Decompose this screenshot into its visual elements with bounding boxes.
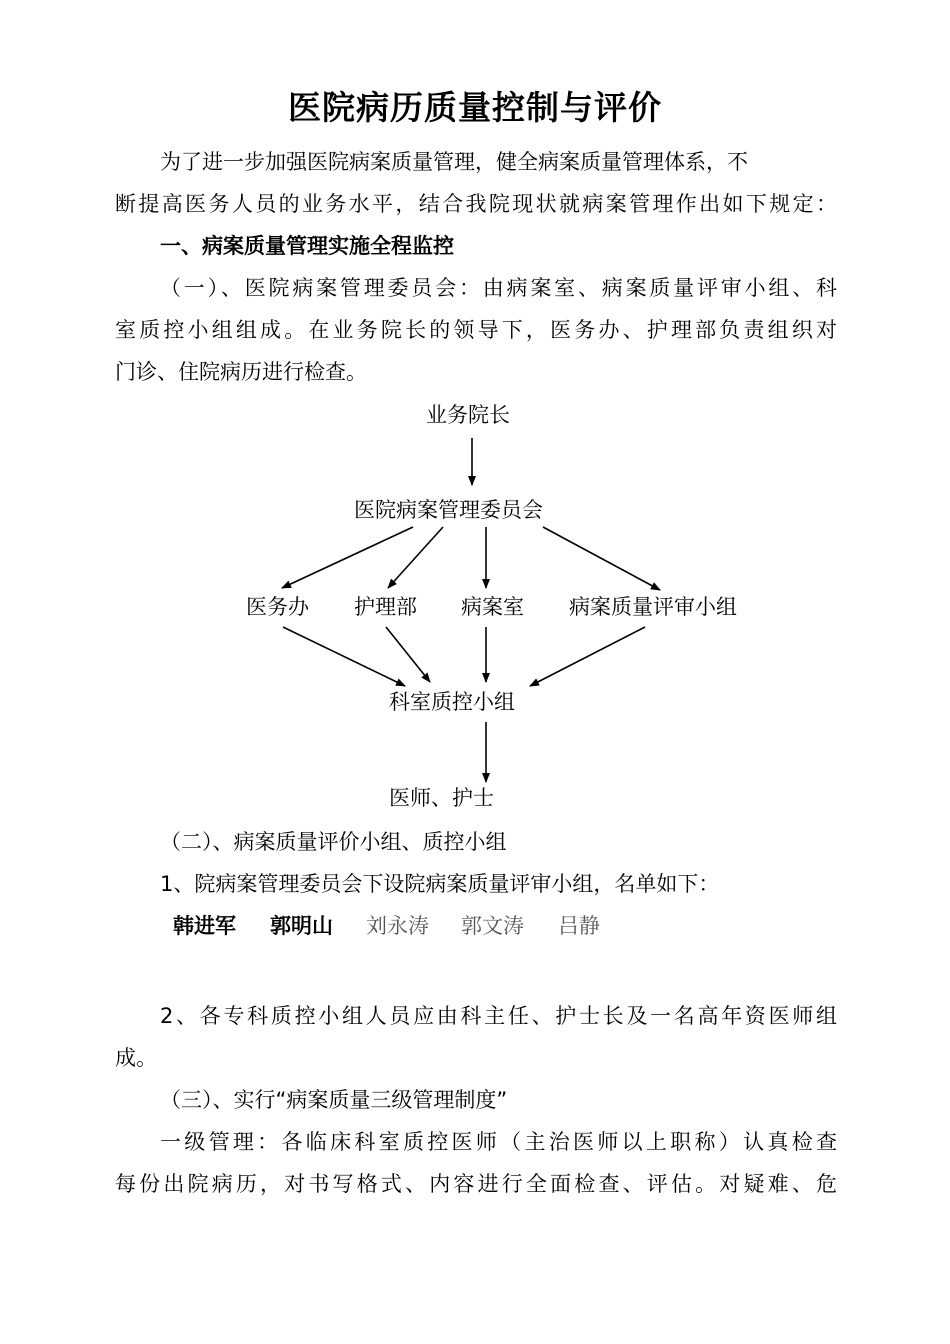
intro-line-1: 为了进一步加强医院病案质量管理，健全病案质量管理体系，不: [160, 150, 748, 174]
section-2-heading: （二）、病案质量评价小组、质控小组: [160, 830, 507, 854]
arrow-committee-to-medical-office: [282, 527, 413, 588]
section-2-item-1: 1、院病案管理委员会下设院病案质量评审小组，名单如下：: [160, 872, 720, 896]
node-doctors-nurses: 医师、护士: [389, 786, 494, 810]
section-3-heading: （三）、实行“病案质量三级管理制度”: [160, 1088, 508, 1112]
section-3-level-1-line-1: 一级管理：各临床科室质控医师（主治医师以上职称）认真检查: [160, 1130, 837, 1154]
member-name: 吕静: [558, 914, 600, 938]
section-1-item-1-line-2: 室质控小组组成。在业务院长的领导下，医务办、护理部负责组织对: [115, 318, 837, 342]
document-title: 医院病历质量控制与评价: [288, 88, 662, 127]
section-2-item-2-line-2: 成。: [115, 1046, 157, 1070]
node-dept-qc-group: 科室质控小组: [389, 690, 515, 714]
node-vice-president: 业务院长: [426, 403, 510, 427]
intro-line-2: 断提高医务人员的业务水平，结合我院现状就病案管理作出如下规定：: [115, 192, 837, 216]
section-2-item-2-line-1: 2、各专科质控小组人员应由科主任、护士长及一名高年资医师组: [160, 1004, 837, 1028]
arrow-medical-office-to-qc: [283, 627, 405, 686]
arrow-committee-to-nursing: [388, 527, 443, 588]
member-name: 刘永涛: [366, 914, 429, 938]
node-committee: 医院病案管理委员会: [354, 498, 543, 522]
member-name: 郭明山: [270, 914, 333, 938]
node-records-room: 病案室: [461, 595, 524, 619]
node-medical-office: 医务办: [246, 595, 309, 619]
arrow-review-to-qc: [530, 627, 645, 686]
section-1-heading: 一、病案质量管理实施全程监控: [160, 234, 454, 258]
section-1-item-1-line-3: 门诊、住院病历进行检查。: [115, 360, 367, 384]
review-group-names: [0, 910, 950, 940]
node-nursing-dept: 护理部: [354, 595, 417, 619]
node-review-group: 病案质量评审小组: [569, 595, 737, 619]
member-name: 郭文涛: [461, 914, 524, 938]
section-3-level-1-line-2: 每份出院病历，对书写格式、内容进行全面检查、评估。对疑难、危: [115, 1172, 837, 1196]
member-name: 韩进军: [173, 914, 236, 938]
arrow-committee-to-review: [543, 527, 660, 590]
section-1-item-1-line-1: （一）、医院病案管理委员会：由病案室、病案质量评审小组、科: [160, 276, 837, 300]
arrow-nursing-to-qc: [386, 627, 430, 682]
